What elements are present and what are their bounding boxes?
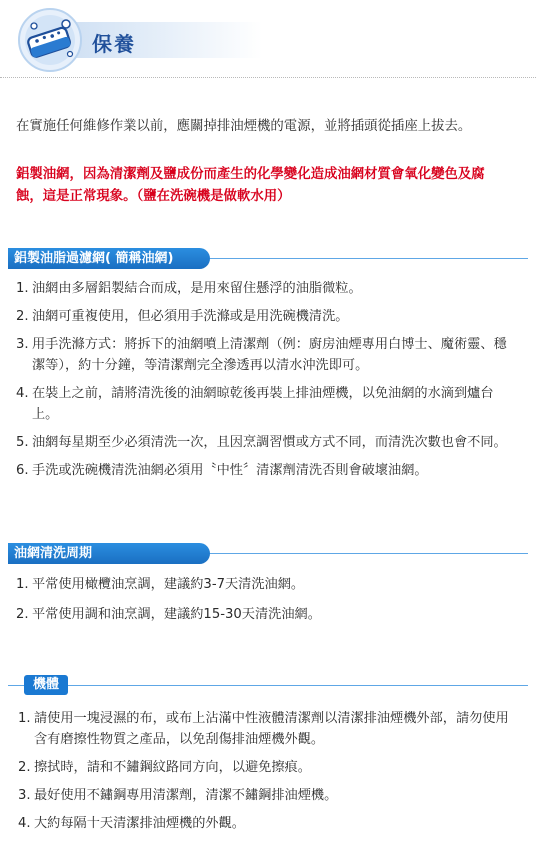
item-text: 在裝上之前，請將清洗後的油網晾乾後再裝上排油煙機，以免油網的水滴到爐台上。: [32, 386, 494, 422]
power-off-notice: 在實施任何維修作業以前，應關掉排油煙機的電源，並將插頭從插座上拔去。: [16, 119, 472, 134]
list-item: [16, 306, 516, 327]
item-number: 2.: [16, 607, 29, 622]
cleaning-cycle-list: [16, 574, 516, 625]
item-text: 油網由多層鋁製結合而成，是用來留住懸浮的油脂微粒。: [32, 281, 362, 296]
item-text: 油網每星期至少必須清洗一次，且因烹調習慣或方式不同，而清洗次數也會不同。: [32, 435, 507, 450]
list-item: [16, 334, 516, 376]
sponge-clean-icon: [16, 6, 84, 74]
list-item: [18, 813, 518, 834]
item-text: 平常使用調和油烹調，建議約15-30天清洗油網。: [32, 607, 321, 622]
list-item: [18, 785, 518, 806]
item-number: 1.: [16, 577, 29, 592]
page-header: [0, 0, 536, 74]
body-cleaning-list: [18, 708, 518, 834]
item-text: 擦拭時，請和不鏽鋼紋路同方向，以避免擦痕。: [34, 760, 311, 775]
filter-instructions-list: [16, 278, 516, 481]
list-item: [16, 432, 516, 453]
item-text: 最好使用不鏽鋼專用清潔劑，清潔不鏽鋼排油煙機。: [34, 788, 338, 803]
section-title-cycle: 油網清洗周期: [8, 543, 210, 564]
item-number: 5.: [16, 435, 29, 450]
list-item: [16, 383, 516, 425]
item-number: 4.: [18, 816, 31, 831]
header-divider: [0, 77, 536, 78]
item-number: 1.: [16, 281, 29, 296]
item-text: 用手洗滌方式：將拆下的油網噴上清潔劑（例：廚房油煙專用白博士、魔術靈、穩潔等），約十分鐘，等清潔劑完全滲透再以清水沖洗即可。: [32, 337, 507, 373]
item-number: 2.: [18, 760, 31, 775]
item-number: 1.: [18, 711, 31, 726]
item-number: 3.: [18, 788, 31, 803]
item-number: 6.: [16, 463, 29, 478]
item-number: 4.: [16, 386, 29, 401]
section-title-filter: 鋁製油脂過濾網( 簡稱油網): [8, 248, 210, 269]
list-item: [16, 278, 516, 299]
section-title-body: 機體: [24, 675, 68, 695]
item-text: 請使用一塊浸濕的布，或布上沾滿中性液體清潔劑以清潔排油煙機外部，請勿使用含有磨擦性物質之產品，以免刮傷排油煙機外觀。: [34, 711, 509, 747]
item-text: 油網可重複使用，但必須用手洗滌或是用洗碗機清洗。: [32, 309, 349, 324]
item-number: 3.: [16, 337, 29, 352]
list-item: [18, 708, 518, 750]
list-item: [18, 757, 518, 778]
list-item: [16, 604, 516, 625]
list-item: [16, 574, 516, 595]
page-title: 保養: [92, 32, 136, 56]
item-text: 手洗或洗碗機清洗油網必須用〝中性〞清潔劑清洗否則會破壞油網。: [32, 463, 428, 478]
corrosion-warning: 鋁製油網，因為清潔劑及鹽成份而產生的化學變化造成油網材質會氧化變色及腐蝕，這是正常現象。（鹽在洗碗機是做軟水用）: [16, 167, 485, 204]
item-text: 大約每隔十天清潔排油煙機的外觀。: [34, 816, 245, 831]
section-underline: [8, 685, 528, 686]
list-item: [16, 460, 516, 481]
item-number: 2.: [16, 309, 29, 324]
item-text: 平常使用橄欖油烹調，建議約3-7天清洗油網。: [32, 577, 305, 592]
